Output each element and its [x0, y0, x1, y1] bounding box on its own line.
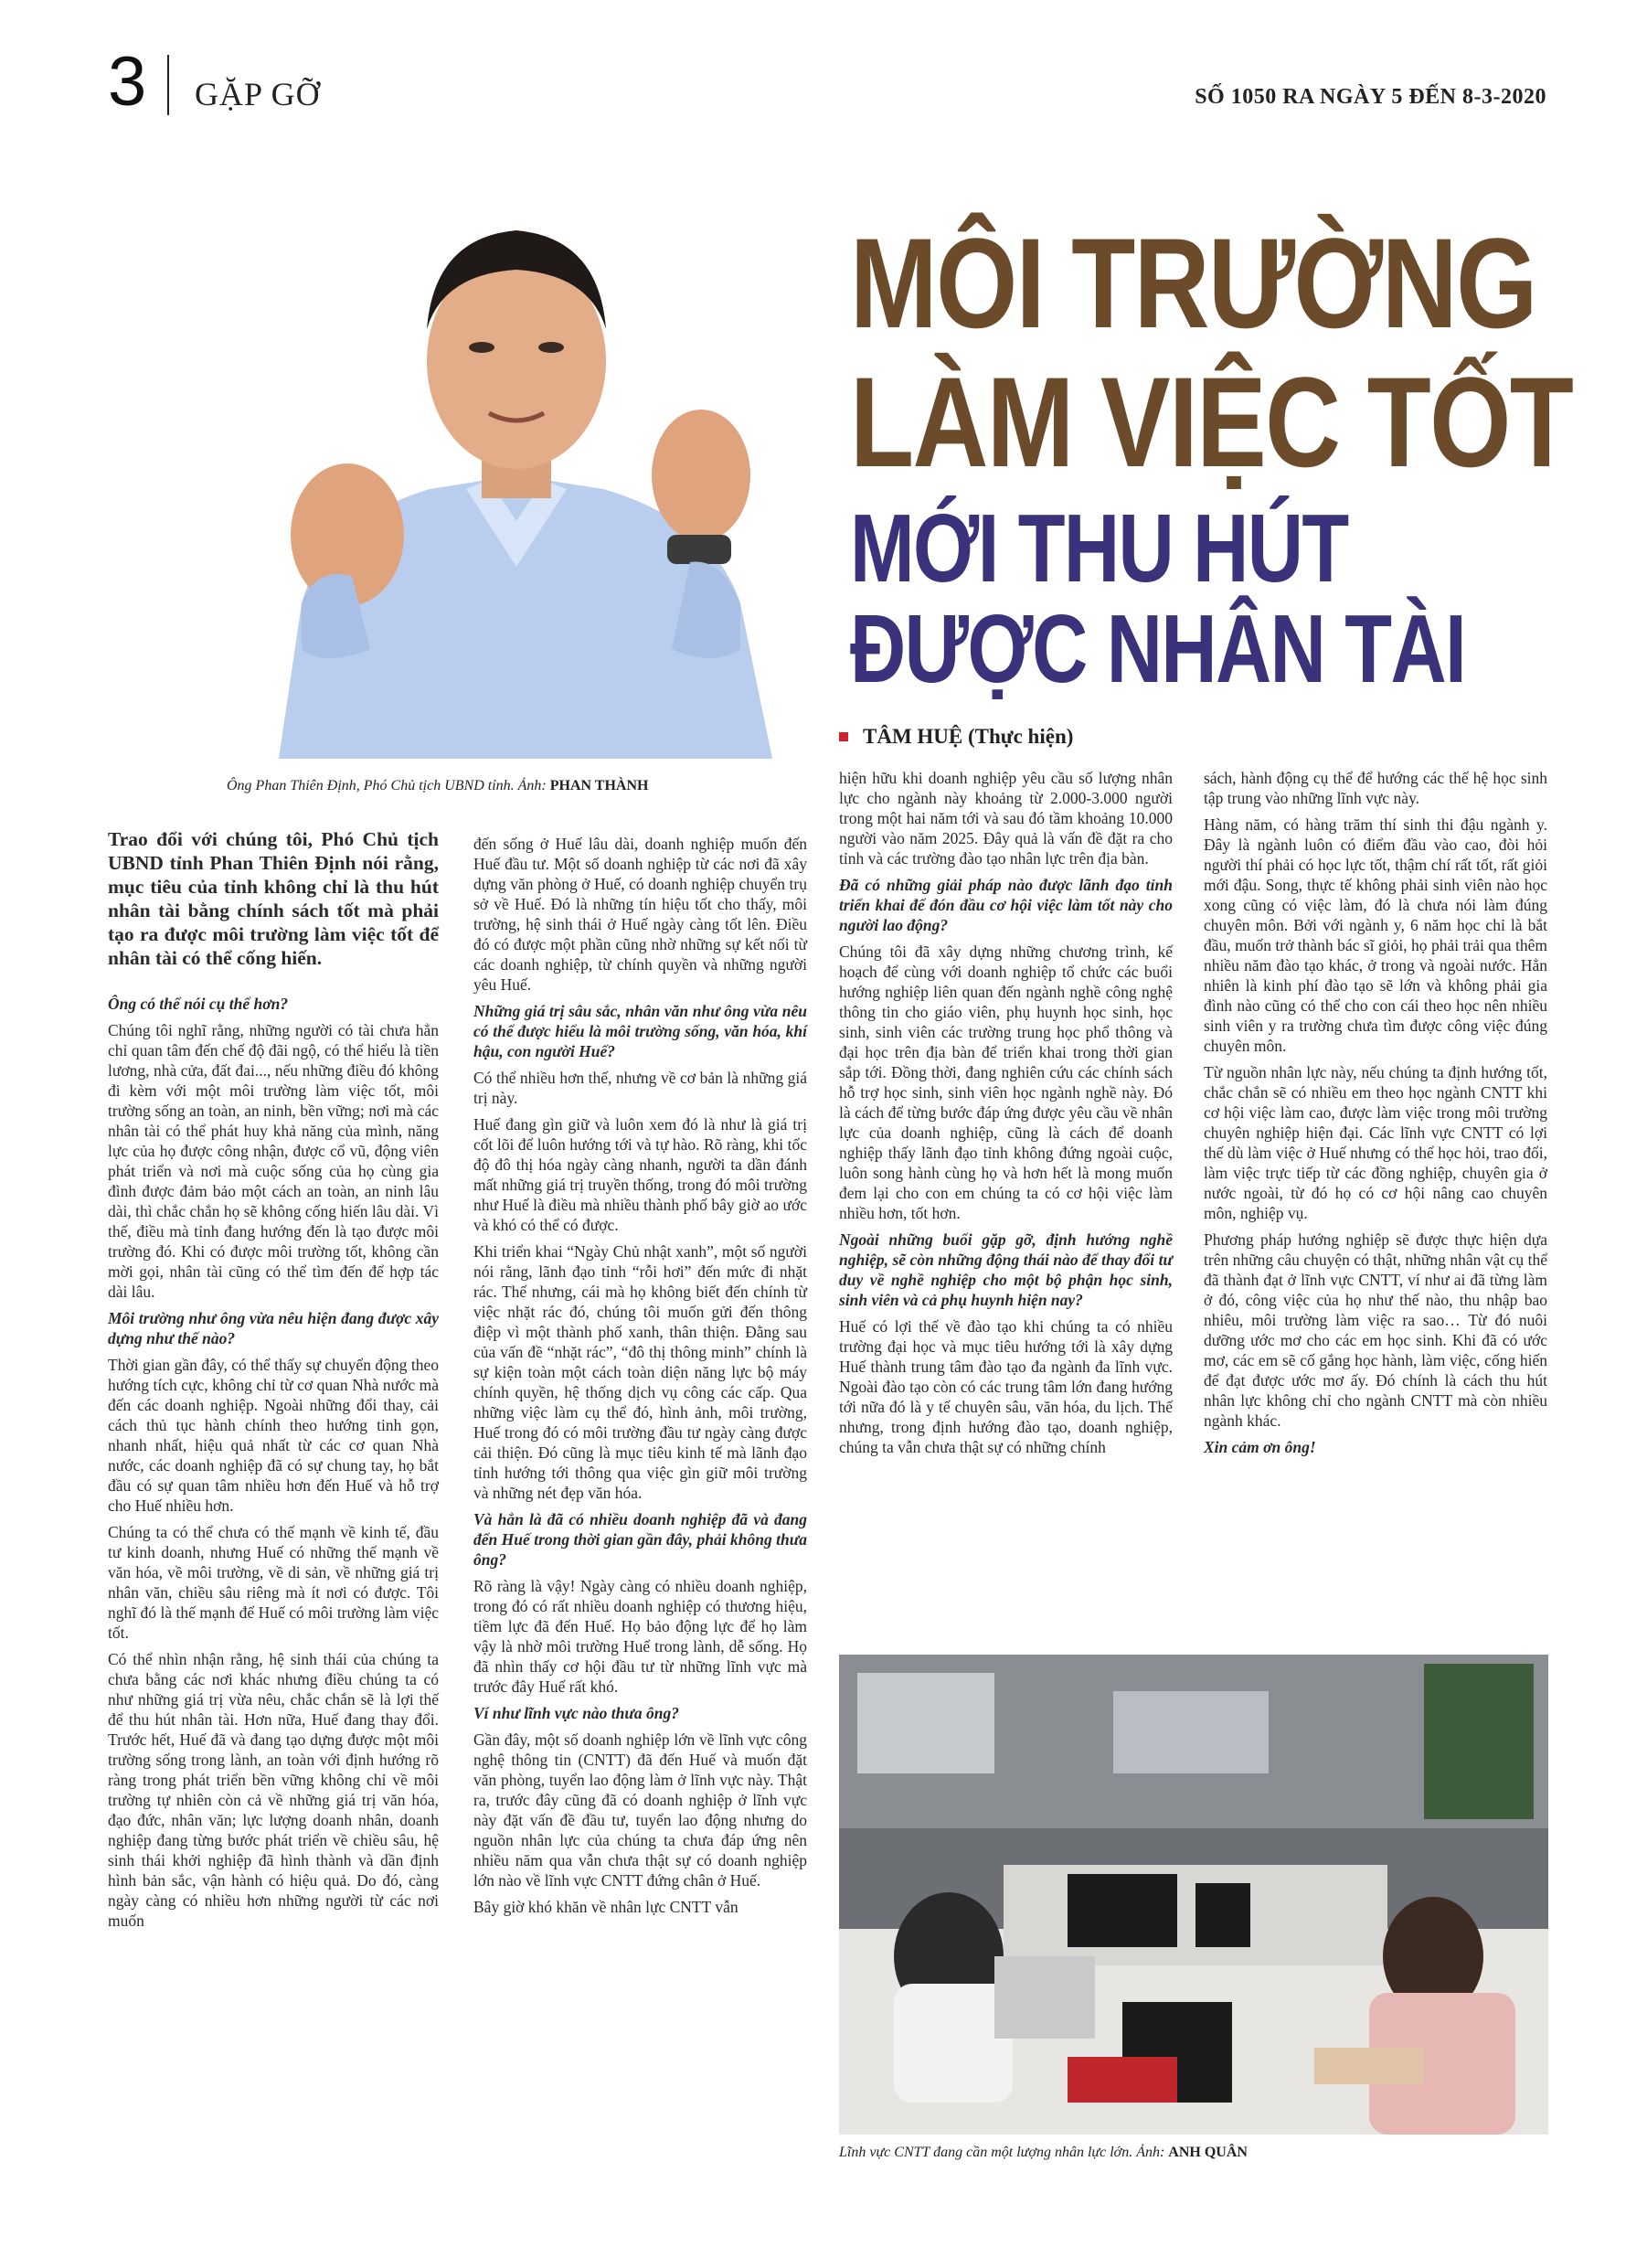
- answer-paragraph: Chúng tôi nghĩ rằng, những người có tài chưa hẳn chỉ quan tâm đến chế độ đãi ngộ, có thể hiểu là tiền lương, nhà cửa, đất đai..., nếu những điều đó không đi kèm với một môi trường làm việc tốt, môi trường sống an toàn, an ninh, bền vững; nơi mà các nhân tài có thể phát huy khả năng của mình, năng lực của họ được công nhận, được cổ vũ, động viên phát triển và nơi mà cuộc sống của họ cùng gia đình được đảm bảo một cách an toàn, an ninh lâu dài, thì chắc chắn họ sẽ không cống hiến lâu dài. Vì thế, điều mà tỉnh đang hướng đến là tạo được môi trường đó. Khi có được môi trường tốt, không cần mời gọi, nhân tài cũng có thể tìm đến để hợp tác dài lâu.: [108, 1021, 439, 1301]
- question-1: Ông có thể nói cụ thể hơn?: [108, 995, 289, 1013]
- question-3: Những giá trị sâu sắc, nhân văn như ông vừa nêu có thể được hiểu là môi trường sống, văn hóa, khí hậu, con người Huế?: [473, 1002, 807, 1060]
- question-2: Môi trường như ông vừa nêu hiện đang được xây dựng như thế nào?: [108, 1309, 439, 1347]
- question-4: Và hẳn là đã có nhiều doanh nghiệp đã và đang đến Huế trong thời gian gần đây, phải không thưa ông?: [473, 1510, 807, 1569]
- answer-paragraph: sách, hành động cụ thể để hướng các thế hệ học sinh tập trung vào những lĩnh vực này.: [1204, 769, 1547, 807]
- answer-paragraph: Rõ ràng là vậy! Ngày càng có nhiều doanh nghiệp, trong đó có rất nhiều doanh nghiệp có thương hiệu, tiềm lực đã đến Huế. Họ bảo động lực để họ làm vậy là nhờ môi trường Huế trong lành, dễ sống. Họ đã nhìn thấy cơ hội đầu tư từ những lĩnh vực mà trước đây Huế rất khó.: [473, 1577, 807, 1696]
- answer-paragraph: Huế đang gìn giữ và luôn xem đó là như là giá trị cốt lõi để luôn hướng tới và tự hào. Rõ ràng, khi tốc độ đô thị hóa ngày càng nhanh, người ta dần đánh mất những giá trị truyền thống, trong đó môi trường như Huế là điều mà nhiều thành phố bây giờ ao ước và khó có thể có được.: [473, 1115, 807, 1234]
- portrait-caption: [227, 778, 793, 794]
- headline-line-1: MÔI TRƯỜNG: [850, 211, 1536, 355]
- portrait-photo: [215, 174, 818, 759]
- article-lead: Trao đổi với chúng tôi, Phó Chủ tịch UBND tỉnh Phan Thiên Định nói rằng, mục tiêu của tỉnh không chỉ là thu hút nhân tài bằng chính sách tốt mà phải tạo ra được môi trường làm việc tốt để nhân tài có thể cống hiến.: [108, 828, 439, 969]
- article-column-1: [108, 827, 439, 1937]
- byline: [839, 725, 1073, 749]
- answer-paragraph: hiện hữu khi doanh nghiệp yêu cầu số lượng nhân lực cho ngành này khoảng từ 2.000-3.000 người trong một hai năm tới và sau đó tầm khoảng 10.000 người vào năm 2025. Đây quả là vấn đề đặt ra cho tỉnh và các trường đào tạo nhân lực trên địa bàn.: [839, 769, 1173, 868]
- question-6: Đã có những giải pháp nào được lãnh đạo tỉnh triển khai để đón đầu cơ hội việc làm tốt này cho người lao động?: [839, 876, 1173, 934]
- closing-line: Xin cảm ơn ông!: [1204, 1438, 1316, 1456]
- article-column-4: [1204, 768, 1547, 1464]
- question-7: Ngoài những buổi gặp gỡ, định hướng nghề nghiệp, sẽ còn những động thái nào để thay đổi tư duy về nghề nghiệp cho một bộ phận học sinh, sinh viên và cả phụ huynh hiện nay?: [839, 1230, 1173, 1309]
- answer-paragraph: Gần đây, một số doanh nghiệp lớn về lĩnh vực công nghệ thông tin (CNTT) đã đến Huế và muốn đặt văn phòng, tuyển lao động làm ở lĩnh vực này. Thật ra, trước đây cũng đã có doanh nghiệp ở lĩnh vực này đặt vấn đề đầu tư, tuyển lao động nhưng do nguồn nhân lực của chúng ta chưa đáp ứng nên nhiều năm qua vẫn chưa thật sự có doanh nghiệp lớn nào về lĩnh vực CNTT đứng chân ở Huế.: [473, 1730, 807, 1890]
- answer-paragraph: Huế có lợi thế về đào tạo khi chúng ta có nhiều trường đại học và mục tiêu hướng tới là xây dựng Huế thành trung tâm đào tạo đa ngành đa lĩnh vực. Ngoài đào tạo còn có các trung tâm lớn đang hướng tới nữa đó là y tế chuyên sâu, văn hóa, du lịch. Thế nhưng, trong định hướng đào tạo, doanh nghiệp, chúng ta vẫn chưa thật sự có những chính: [839, 1317, 1173, 1456]
- answer-paragraph: Chúng tôi đã xây dựng những chương trình, kế hoạch để cùng với doanh nghiệp tổ chức các buổi hướng nghiệp liên quan đến ngành nghề công nghệ thông tin cho giáo viên, phụ huynh học sinh, học sinh, sinh viên các trường trung học phổ thông và đại học trên địa bàn để triển khai trong thời gian sắp tới. Đồng thời, đang nghiên cứu các chính sách hỗ trợ học sinh, sinh viên học ngành nghề này. Đó là cách để từng bước đáp ứng được yêu cầu về nhân lực của doanh nghiệp, cũng là cách để doanh nghiệp thấy lãnh đạo tỉnh không đứng ngoài cuộc, luôn song hành cùng họ và hơn hết là mong muốn đem lại cho con em chúng ta có cơ hội việc làm nhiều hơn, tốt hơn.: [839, 942, 1173, 1222]
- answer-paragraph: đến sống ở Huế lâu dài, doanh nghiệp muốn đến Huế đầu tư. Một số doanh nghiệp từ các nơi đã xây dựng văn phòng ở Huế, có doanh nghiệp chuyển trụ sở về Huế. Đó là những tín hiệu tốt cho thấy, môi trường, hệ sinh thái ở Huế ngày càng tốt lên. Điều đó có được một phần cũng nhờ những sự kết nối từ các doanh nghiệp, từ chính quyền và những người yêu Huế.: [473, 835, 807, 994]
- subheadline-line-1: MỚI THU HÚT: [850, 495, 1348, 602]
- answer-paragraph: Từ nguồn nhân lực này, nếu chúng ta định hướng tốt, chắc chắn sẽ có nhiều em theo học ngành CNTT khi cơ hội việc làm cao, được làm việc trong môi trường chuyên nghiệp hiện đại. Các lĩnh vực CNTT có lợi thế dù làm việc ở Huế nhưng có thể học hỏi, trao đổi, làm việc trực tiếp từ các đồng nghiệp, chuyên gia ở nước ngoài, từ đó họ có cơ hội nâng cao chuyên môn, nghiệp vụ.: [1204, 1063, 1547, 1222]
- portrait-caption-text: Ông Phan Thiên Định, Phó Chủ tịch UBND tỉnh. Ảnh:: [227, 778, 547, 793]
- answer-paragraph: Hàng năm, có hàng trăm thí sinh thi đậu ngành y. Đây là ngành luôn có điểm đầu vào cao, đòi hỏi người thí phải có học lực tốt, thậm chí rất tốt, rất giỏi mới đậu. Song, thực tế không phải sinh viên nào học xong cũng có việc làm, đó là chưa nói làm đúng chuyên môn. Bởi với ngành y, 6 năm học chỉ là bắt đầu, muốn trở thành bác sĩ giỏi, họ phải trải qua thêm nhiều năm đào tạo khác, ở trong và ngoài nước. Hẳn nhiên là kinh phí đào tạo sẽ lớn và không phải gia đình nào cũng có thể cho con cái theo học nên nhiều sinh viên y ra trường chưa tìm được công việc đúng chuyên môn.: [1204, 815, 1547, 1055]
- headline-line-2: LÀM VIỆC TỐT: [850, 350, 1573, 494]
- answer-paragraph: Có thể nhiều hơn thế, nhưng về cơ bản là những giá trị này.: [473, 1069, 807, 1107]
- subheadline-line-2: ĐƯỢC NHÂN TÀI: [850, 595, 1466, 703]
- header-divider: [167, 55, 169, 115]
- answer-paragraph: Chúng ta có thể chưa có thế mạnh về kinh tế, đầu tư kinh doanh, nhưng Huế có những thế mạnh về văn hóa, về môi trường, về di sản, về những giá trị nhân văn, chiều sâu riêng mà ít nơi có được. Tôi nghĩ đó là thế mạnh để Huế có môi trường làm việc tốt.: [108, 1523, 439, 1642]
- answer-paragraph: Thời gian gần đây, có thể thấy sự chuyển động theo hướng tích cực, không chỉ từ cơ quan Nhà nước mà đến các doanh nghiệp. Ngoài những đổi thay, cải cách thủ tục hành chính theo hướng tinh gọn, nhanh nhất, hiệu quả nhất từ các cơ quan Nhà nước, các doanh nghiệp đã có sự chung tay, họ bắt đầu có sự quan tâm nhiều hơn đến Huế và hỗ trợ cho Huế nhiều hơn.: [108, 1356, 439, 1515]
- article-column-3: [839, 768, 1173, 1464]
- office-photo: [839, 1655, 1548, 2135]
- answer-paragraph: Có thể nhìn nhận rằng, hệ sinh thái của chúng ta chưa bằng các nơi khác nhưng điều chúng ta có như những giá trị vừa nêu, chắc chắn sẽ là lợi thế để thu hút nhân tài. Hơn nữa, Huế đang thay đổi. Trước hết, Huế đã và đang tạo dựng được một môi trường sống trong lành, an toàn với định hướng rõ ràng trong phát triển bền vững không chỉ về môi trường tự nhiên còn cả về những giá trị văn hóa, đạo đức, nhân văn; lực lượng doanh nhân, doanh nghiệp đang từng bước phát triển về chiều sâu, hệ sinh thái khởi nghiệp đã hình thành và dần định hình bản sắc, vận hành có hiệu quả. Do đó, càng ngày càng có nhiều hơn những người từ các nơi muốn: [108, 1650, 439, 1930]
- byline-marker-icon: [839, 732, 848, 741]
- article-column-2: [473, 834, 807, 1923]
- page-number: 3: [108, 43, 147, 121]
- office-caption-text: Lĩnh vực CNTT đang cần một lượng nhân lực lớn. Ảnh:: [839, 2145, 1165, 2160]
- office-caption-credit: ANH QUÂN: [1168, 2145, 1248, 2160]
- answer-paragraph: Phương pháp hướng nghiệp sẽ được thực hiện dựa trên những câu chuyện có thật, những nhân vật cụ thể đã thành đạt ở lĩnh vực CNTT, ví như ai đã từng làm ở đó, công việc của họ như thế nào, thu nhập bao nhiêu, môi trường làm việc ra sao… Từ đó nuôi dưỡng ước mơ cho các em học sinh. Khi đã có ước mơ, các em sẽ cố gắng học hành, làm việc, cống hiến để đạt được ước mơ ấy. Đó chính là cách thu hút nhân lực không chỉ cho ngành CNTT mà còn nhiều ngành khác.: [1204, 1230, 1547, 1430]
- section-name: GẶP GỠ: [195, 76, 321, 112]
- question-5: Ví như lĩnh vực nào thưa ông?: [473, 1704, 679, 1722]
- answer-paragraph: Bây giờ khó khăn về nhân lực CNTT vẫn: [473, 1898, 738, 1916]
- office-caption: [839, 2145, 1479, 2161]
- byline-text: TÂM HUỆ (Thực hiện): [863, 725, 1074, 748]
- issue-info: SỐ 1050 RA NGÀY 5 ĐẾN 8-3-2020: [1195, 85, 1546, 109]
- answer-paragraph: Khi triển khai “Ngày Chủ nhật xanh”, một số người nói rằng, lãnh đạo tỉnh “rỗi hơi” đến mức đi nhặt rác. Thế nhưng, cái mà họ không biết đến chính từ việc nhặt rác đó, chúng tôi muốn gửi đến thông điệp vì một thành phố xanh, thân thiện. Đằng sau của vấn đề “nhặt rác”, “đô thị thông minh” chính là sự kiện toàn một cách toàn diện năng lực bộ máy chính quyền, hệ thống dịch vụ công các cấp. Qua những việc làm cụ thể đó, hình ảnh, môi trường, Huế trong đó có môi trường đầu tư ngày càng được cải thiện. Đó cũng là mục tiêu kinh tế mà lãnh đạo tỉnh hướng tới thông qua việc gìn giữ môi trường và những nét đẹp văn hóa.: [473, 1242, 807, 1502]
- portrait-caption-credit: PHAN THÀNH: [549, 778, 649, 793]
